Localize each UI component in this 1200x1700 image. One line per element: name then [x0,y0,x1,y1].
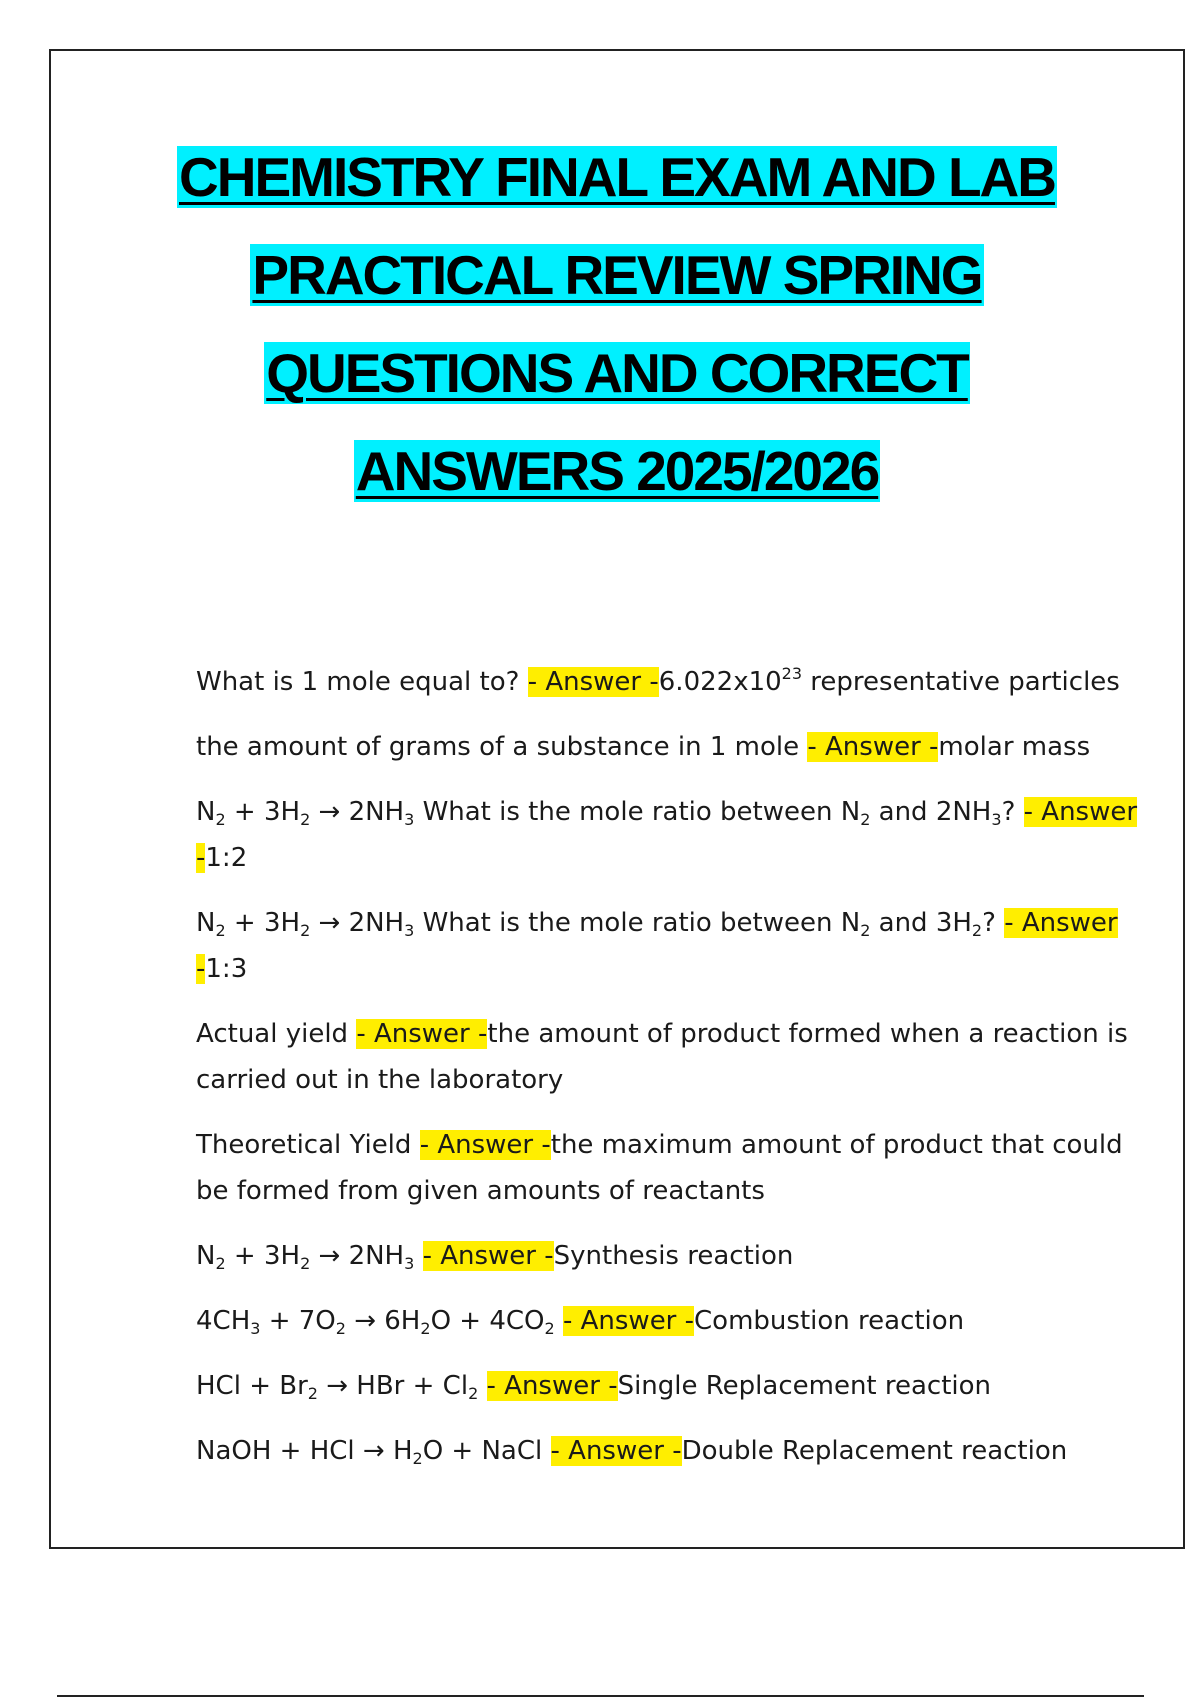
answer-marker: - Answer - [527,667,659,697]
bottom-divider [57,1695,1144,1697]
answer-marker: - Answer - [196,797,1138,873]
qa-item-single-replacement [196,1363,1146,1409]
qa-item-actual-yield [196,1011,1146,1103]
title-line [51,440,1183,538]
question-text: the amount of grams of a substance in 1 mole [196,732,808,762]
title-line-3: QUESTIONS AND CORRECT [266,342,968,404]
equation: NaOH + HCl → $H_2O$ + NaCl [196,1436,551,1468]
qa-item-double-replacement [196,1428,1146,1474]
answer-text: $6.022x10^{23}$ representative particles [658,664,1120,697]
answer-text: Combustion reaction [694,1306,965,1336]
equation: HCl + $Br_2$ → HBr + $Cl_2$ [196,1371,479,1403]
qa-item-ratio-n2-nh3 [196,789,1146,881]
question-text: Actual yield [196,1019,357,1049]
question-text: Theoretical Yield [196,1130,420,1160]
answer-text: the maximum amount of product that could be formed from given amounts of reactants [196,1130,1123,1206]
qa-item-ratio-n2-h2 [196,900,1146,992]
document-title [51,146,1183,538]
title-line [51,244,1183,342]
answer-text: Single Replacement reaction [617,1371,992,1401]
title-line [51,146,1183,244]
answer-marker: - Answer - [550,1436,682,1466]
page-frame [49,49,1185,1549]
answer-marker: - Answer - [807,732,939,762]
answer-marker: - Answer - [419,1130,551,1160]
qa-list [196,659,1146,1493]
qa-item-molar-mass [196,724,1146,770]
qa-item-theoretical-yield [196,1122,1146,1214]
qa-item-combustion [196,1298,1146,1344]
answer-marker: - Answer - [356,1019,488,1049]
answer-text: molar mass [938,732,1091,762]
answer-text: Synthesis reaction [553,1241,794,1271]
question-text: What is the mole ratio between $N_2$ and $3H_2$? [422,908,1005,940]
question-text: What is 1 mole equal to? [196,667,528,697]
equation: $N_2 + 3H_2 \to 2NH_3$ [196,1241,415,1273]
answer-marker: - Answer - [562,1306,695,1336]
equation: $N_2 + 3H_2 \to 2NH_3$ [196,908,415,940]
title-line-4: ANSWERS 2025/2026 [355,440,879,502]
title-line [51,342,1183,440]
answer-text: the amount of product formed when a reaction is carried out in the laboratory [196,1019,1128,1095]
qa-item-synthesis [196,1233,1146,1279]
answer-marker: - Answer - [196,908,1118,984]
title-line-1: CHEMISTRY FINAL EXAM AND LAB [179,146,1055,208]
qa-item-mole [196,659,1146,705]
answer-marker: - Answer - [422,1241,554,1271]
equation: $N_2 + 3H_2 \to 2NH_3$ [196,797,415,829]
answer-text: 1:3 [205,954,248,984]
answer-text: Double Replacement reaction [681,1436,1068,1466]
answer-marker: - Answer - [486,1371,618,1401]
title-line-2: PRACTICAL REVIEW SPRING [252,244,982,306]
answer-text: 1:2 [205,843,248,873]
equation: $4CH_3 + 7O_2 \to 6H_2O + 4CO_2$ [196,1306,555,1338]
question-text: What is the mole ratio between $N_2$ and $2NH_3$? [422,797,1024,829]
